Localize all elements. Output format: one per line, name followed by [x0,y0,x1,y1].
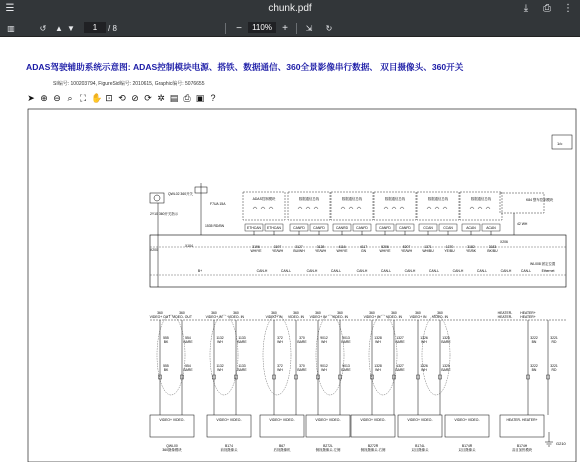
pin-label: CANFD [379,226,391,230]
connector-sub: VIDEO- IN [431,315,449,319]
bottom-module-name: 后视摄像机 [273,448,291,452]
pin-label: CCAN [443,226,453,230]
bottom-module-code: B174L [415,444,425,448]
bottom-module-pins: VIDEO+ VIDEO- [216,418,242,422]
wire-color: WH/YE [250,249,262,253]
bus-label: CAN-L [476,269,488,273]
corner-label: 1/c [557,141,563,146]
wire-color: BARE [395,340,405,344]
bottom-module-code: B272L [323,444,333,448]
shield-outline [369,315,397,395]
wire-color: BK [163,368,169,372]
title-bar [0,0,580,20]
bus-label: CAN-H [256,269,268,273]
coil-symbol [341,207,345,209]
bottom-module-pins: VIDEO+ VIDEO- [454,418,480,422]
wire-color: YE/WH [400,249,413,253]
connector-sub: VIDEO+ IN [409,315,427,319]
bus-label: CAN-H [356,269,368,273]
connector-label: 360 [233,311,239,315]
coil-symbol [357,207,361,209]
print-icon[interactable]: ⎙ [543,3,551,14]
wire-color: WH [421,368,427,372]
wire-code: 1327 [396,364,404,368]
bus-label: CAN-H [404,269,416,273]
wire-color: WH [217,368,223,372]
wire-color: WH [277,368,283,372]
fit-page-icon[interactable]: ⇲ [305,24,313,33]
module-label: 数据通信总线 [384,197,406,201]
switch-box [150,193,164,203]
pin-label: CCAN [423,226,433,230]
sidebar-toggle-icon[interactable]: ☰ [5,3,15,14]
wire-color: RD [551,368,557,372]
wire-color: WH [321,368,327,372]
wire-color: BARE [395,368,405,372]
wire-code: 3183 [488,245,497,249]
connector-label: 360 [211,311,217,315]
wire-color: BARE [297,368,307,372]
module-label: ADAS控制模块 [252,197,276,201]
wire-color: WH [375,340,381,344]
download-icon[interactable]: ⤓ [523,3,529,14]
bottom-module-name: 侧视摄像头-右侧 [360,448,386,452]
wire-color: BARE [441,340,451,344]
connector-label: 360 [271,311,277,315]
pdf-page [0,37,580,462]
connector-sub: HEATER- [497,315,513,319]
refresh-icon[interactable]: ⟳ [144,93,152,103]
rotate-page-icon[interactable]: ⟲ [118,93,126,103]
wire-color: YE/WH [271,249,284,253]
wire-code: 3221 [550,364,558,368]
connector-label: 360 [415,311,421,315]
wiring-diagram [0,37,580,462]
wire-color: YE/WH [314,249,327,253]
wire-color: WH [375,368,381,372]
module-label: 数据通信总线 [427,197,449,201]
wire-code: 1328 [374,364,382,368]
ground-symbol [545,432,567,446]
coil-symbol [435,207,439,209]
save-icon[interactable]: ▣ [195,93,205,103]
right-label: K84 整车控制模块 [526,198,554,202]
wire-code: 1325 [442,336,450,340]
connector-sub: VIDEO- IN [287,315,305,319]
right-module-box [500,193,544,213]
bottom-module-name: 侧视摄像头-左侧 [315,448,341,452]
document-title: ADAS驾驶辅助系统示意图: ADAS控制模块电源、搭铁、数据通信、360全景影像串行数据、 双目摄像头、360开关 [26,62,464,72]
connector-label: 360 [179,311,185,315]
pointer-icon[interactable]: ➤ [27,93,35,103]
wire-color: WH/YE [336,249,348,253]
shield-outline [263,315,291,395]
connector-label: 360 [369,311,375,315]
bus-label: CAN-L [428,269,440,273]
wire-code: 3222 [530,336,538,340]
hand-icon[interactable]: ✋ [91,93,103,103]
connector-label: 360 [157,311,163,315]
wire-code: 1327 [396,336,404,340]
wire-code: 1325 [442,364,450,368]
bottom-module-name: 双目加热模块 [511,448,533,452]
connector-label: 360 [337,311,343,315]
coil-symbol [443,207,447,209]
connector-sub: VIDEO+ IN [363,315,381,319]
coil-symbol [314,207,318,209]
ground-label: G210 [556,441,566,446]
pin-label: ACAN [486,226,496,230]
bus-label: B+ [197,269,203,273]
bottom-module-pins: VIDEO+ VIDEO- [315,418,341,422]
wire-color: RD [551,340,557,344]
coil-symbol [349,207,353,209]
bottom-module-code: B174R [461,444,473,448]
wire-color: BARE [237,340,247,344]
wire-code: 370 [299,364,305,368]
page-total: / 8 [108,24,117,33]
pdf-viewport[interactable] [0,37,580,462]
bus-label: CAN-L [380,269,392,273]
shield-outline [422,315,450,395]
diagram-frame [28,109,576,462]
zoom-in-button[interactable]: + [282,23,288,34]
wire-color: BK [163,340,169,344]
bottom-module-code: B174H [516,444,528,448]
wire-color: WH/BU [422,249,434,253]
reset-icon[interactable]: ⊘ [131,93,139,103]
wire-color: YE/BU [444,249,455,253]
wire-code: 1132 [216,336,224,340]
window-title: chunk.pdf [268,3,312,14]
pdf-toolbar [0,20,580,37]
bottom-module-name: 双目摄像头 [458,448,476,452]
bottom-module-code: QWL00 [166,444,178,448]
wire-code: 1326 [420,336,428,340]
wire-code: 1371 [424,245,432,249]
help-icon[interactable]: ? [210,93,216,103]
bottom-module-pins: VIDEO+ VIDEO- [360,418,386,422]
fit-icon[interactable]: ⛶ [79,93,87,103]
wire-color: WH/YE [379,249,391,253]
connector-sub: VIDEO+ IN [205,315,223,319]
wire-code: 5206 [381,245,389,249]
wire-code: 9012 [320,336,328,340]
wire-color: BARE [237,368,247,372]
wire-code: 5207 [402,245,411,249]
wire-code: 370 [299,336,305,340]
wire-color: BARE [441,368,451,372]
left-label: X200 [150,248,158,252]
wire-color: WH [277,340,283,344]
left-label: X104 [185,244,193,248]
module-label: 数据通信总线 [341,197,363,201]
right-label: WL008 固定位置 [530,262,556,266]
switch-icon [154,195,160,201]
wire-code: 554 [185,364,191,368]
pin-label: CANFD [399,226,411,230]
thumbnail-icon[interactable]: ▥ [7,24,15,33]
wire-code: 3127 [295,245,303,249]
wire-code: 555 [163,336,169,340]
coil-symbol [427,207,431,209]
wire-color: WH [321,340,327,344]
connector-label: 360 [437,311,443,315]
pin-label: ETHCAN [247,226,261,230]
coil-symbol [478,207,482,209]
zoom-area-icon[interactable]: ⌕ [67,93,73,103]
connector-sub: HEATER+ [520,315,536,319]
connector-label: HEATER+ [520,311,536,315]
wire-code: 1132 [216,364,224,368]
print-page-icon[interactable]: ⎙ [183,93,191,103]
left-label: 2Y10 360开关指示 [150,212,179,216]
bottom-module-pins: VIDEO+ VIDEO- [269,418,295,422]
pin-label: ETHCAN [267,226,281,230]
wire-code: 3182 [467,245,475,249]
connector-sub: VIDEO- IN [385,315,403,319]
wire-color: BK/BU [487,249,498,253]
bus-label: CAN-L [330,269,342,273]
module-label: 数据通信总线 [470,197,492,201]
wire-color: WH [421,340,427,344]
right-label: X206 [500,240,508,244]
wire-color: BARE [297,340,307,344]
page-number-input[interactable]: 1 [84,22,106,33]
document-meta: SI编号: 100203794, FigureSid编号: 2010615, Graphic编号: 5076655 [53,81,205,87]
left-label: 1535 RD/BN [205,224,225,228]
bottom-module-code: B67 [278,444,286,448]
more-icon[interactable]: ⋮ [563,3,573,14]
page-down-icon[interactable]: ▼ [67,24,75,33]
wire-code: 1133 [238,364,246,368]
zoom-out-icon[interactable]: ⊖ [53,93,61,103]
wire-color: YE/BK [466,249,476,253]
wire-code: 3197 [273,245,282,249]
left-label: F7UA 15A [210,202,226,206]
bus-label: CAN-L [280,269,292,273]
wire-code: 9013 [342,336,350,340]
coil-symbol [486,207,490,209]
bus-label: Ethernet [541,269,555,273]
connector-sub: VIDEO- OUT [172,315,192,319]
connector-sub: VIDEO+ OUT [149,315,171,319]
wire-code: 555 [163,364,169,368]
connector-sub: VIDEO+ IN [265,315,283,319]
connector-sub: VIDEO+ IN [309,315,327,319]
wire-code: 4116 [338,245,346,249]
wire-color: WH [217,340,223,344]
pin-label: CANFD [313,226,325,230]
bottom-module-code: B272R [367,444,379,448]
coil-symbol [392,207,396,209]
connector-sub: VIDEO- IN [331,315,349,319]
connector-label: 360 [315,311,321,315]
pin-label: CANRD [335,226,349,230]
bus-label: CAN-H [452,269,464,273]
bottom-module-code: B174 [225,444,233,448]
coil-symbol [306,207,310,209]
wire-color: BARE [183,340,193,344]
wire-color: BU/WH [293,249,305,253]
wire-color: GN [360,249,367,253]
coil-symbol [400,207,404,209]
zoom-out-button[interactable]: − [236,23,242,34]
zoom-input[interactable]: 110% [248,22,276,33]
wire-color: BN [531,368,537,372]
crop-icon[interactable]: ⊡ [105,93,113,103]
settings-icon[interactable]: ✲ [157,93,165,103]
wire-color: BARE [183,368,193,372]
coil-symbol [269,207,273,209]
bus-label: CAN-H [306,269,318,273]
coil-symbol [253,207,257,209]
wire-code: 1133 [238,336,246,340]
connector-label: HEATER- [497,311,513,315]
pin-label: CANFD [356,226,368,230]
wire-color: BARE [341,340,351,344]
wire-code: 9013 [342,364,350,368]
coil-symbol [470,207,474,209]
wire-code: 3222 [530,364,538,368]
module-label: 数据通信总线 [298,197,320,201]
pin-label: CANFD [293,226,305,230]
coil-symbol [261,207,265,209]
bottom-module-name: 双目摄像头 [411,448,429,452]
right-label: 42 WH [517,222,528,226]
wire-code: 3221 [550,336,558,340]
bottom-module-name: 360摄像模块 [162,448,182,452]
wire-code: 372 [277,336,283,340]
wire-code: 3128 [316,245,325,249]
wire-code: 1328 [374,336,382,340]
wire-code: 554 [185,336,191,340]
connector-label: 360 [293,311,299,315]
bottom-module-pins: VIDEO+ VIDEO- [159,418,185,422]
pin-label: ACAN [466,226,476,230]
connector-sub: VIDEO- IN [227,315,245,319]
wire-code: 1326 [420,364,428,368]
page-up-icon[interactable]: ▲ [55,24,63,33]
wire-color: BARE [341,368,351,372]
bottom-module-pins: VIDEO+ VIDEO- [407,418,433,422]
bottom-module-pins: HEATER- HEATER+ [506,418,538,422]
wire-code: 9012 [320,364,328,368]
bottom-module-name: 前视摄像头 [220,448,238,452]
coil-symbol [384,207,388,209]
coil-symbol [298,207,302,209]
bus-label: CAN-H [500,269,512,273]
wire-code: 1370 [445,245,454,249]
bus-label: CAN-L [520,269,532,273]
wire-code: 3196 [252,245,260,249]
zoom-in-icon[interactable]: ⊕ [40,93,48,103]
wire-code: 4117 [359,245,368,249]
connector-label: 360 [391,311,397,315]
pages-icon[interactable]: ▤ [169,93,179,103]
rotate-icon[interactable]: ↻ [325,24,333,33]
rotate-left-icon[interactable]: ↺ [39,24,47,33]
wire-color: BN [531,340,537,344]
wire-code: 372 [277,364,283,368]
left-label: QWL02 360开关 [168,192,193,196]
shield-outline [157,315,185,395]
